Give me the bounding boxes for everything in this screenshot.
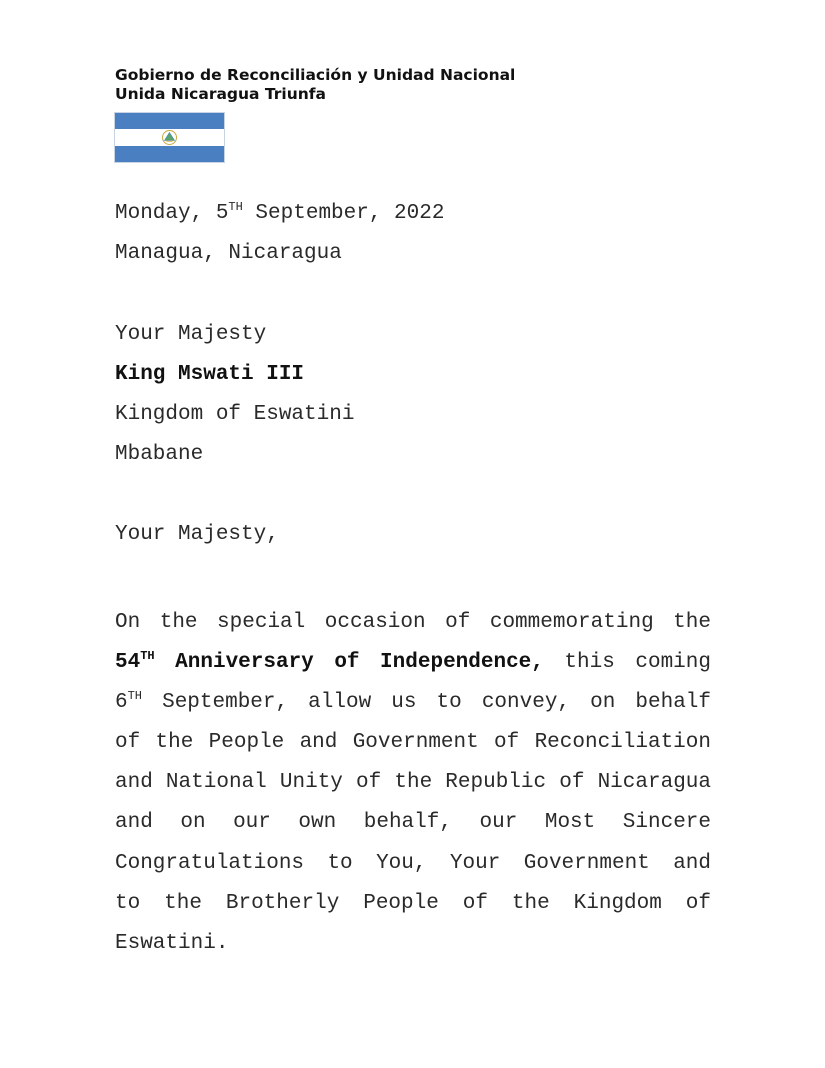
- letterhead: [115, 66, 515, 104]
- date-suffix: September, 2022: [242, 202, 445, 225]
- date-prefix: Monday, 5: [115, 202, 229, 225]
- paragraph-line: and National Unity of the Republic of Nicaragua: [115, 771, 711, 795]
- paragraph-line: Congratulations to You, Your Government and: [115, 851, 711, 875]
- paragraph-line: On the special occasion of commemorating the: [115, 611, 711, 634]
- letter-date: [115, 202, 444, 226]
- paragraph-text: this coming: [543, 651, 711, 675]
- letterhead-line-1: Gobierno de Reconciliación y Unidad Nacional: [115, 66, 516, 84]
- paragraph-line: to the Brotherly People of the Kingdom of: [115, 891, 711, 915]
- paragraph-line: Eswatini.: [115, 931, 229, 955]
- letter-body-paragraph: [115, 603, 711, 964]
- anniversary-number: 54TH Anniversary of Independence,: [115, 649, 544, 675]
- recipient-name: King Mswati III: [115, 363, 305, 386]
- letter-place: Managua, Nicaragua: [115, 242, 342, 265]
- recipient-city: Mbabane: [115, 443, 204, 466]
- paragraph-line: of the People and Government of Reconciliation: [115, 731, 711, 755]
- paragraph-line: [115, 643, 711, 683]
- letterhead-line-2: Unida Nicaragua Triunfa: [115, 85, 327, 103]
- recipient-salutation: Your Majesty: [115, 323, 267, 346]
- recipient-country: Kingdom of Eswatini: [115, 403, 355, 426]
- paragraph-line: 6TH September, allow us to convey, on behalf: [115, 689, 711, 715]
- paragraph-line: and on our own behalf, our Most Sincere: [115, 811, 711, 835]
- nicaragua-flag-icon: [114, 112, 225, 163]
- letter-greeting: Your Majesty,: [115, 523, 279, 546]
- date-ordinal: TH: [228, 200, 243, 214]
